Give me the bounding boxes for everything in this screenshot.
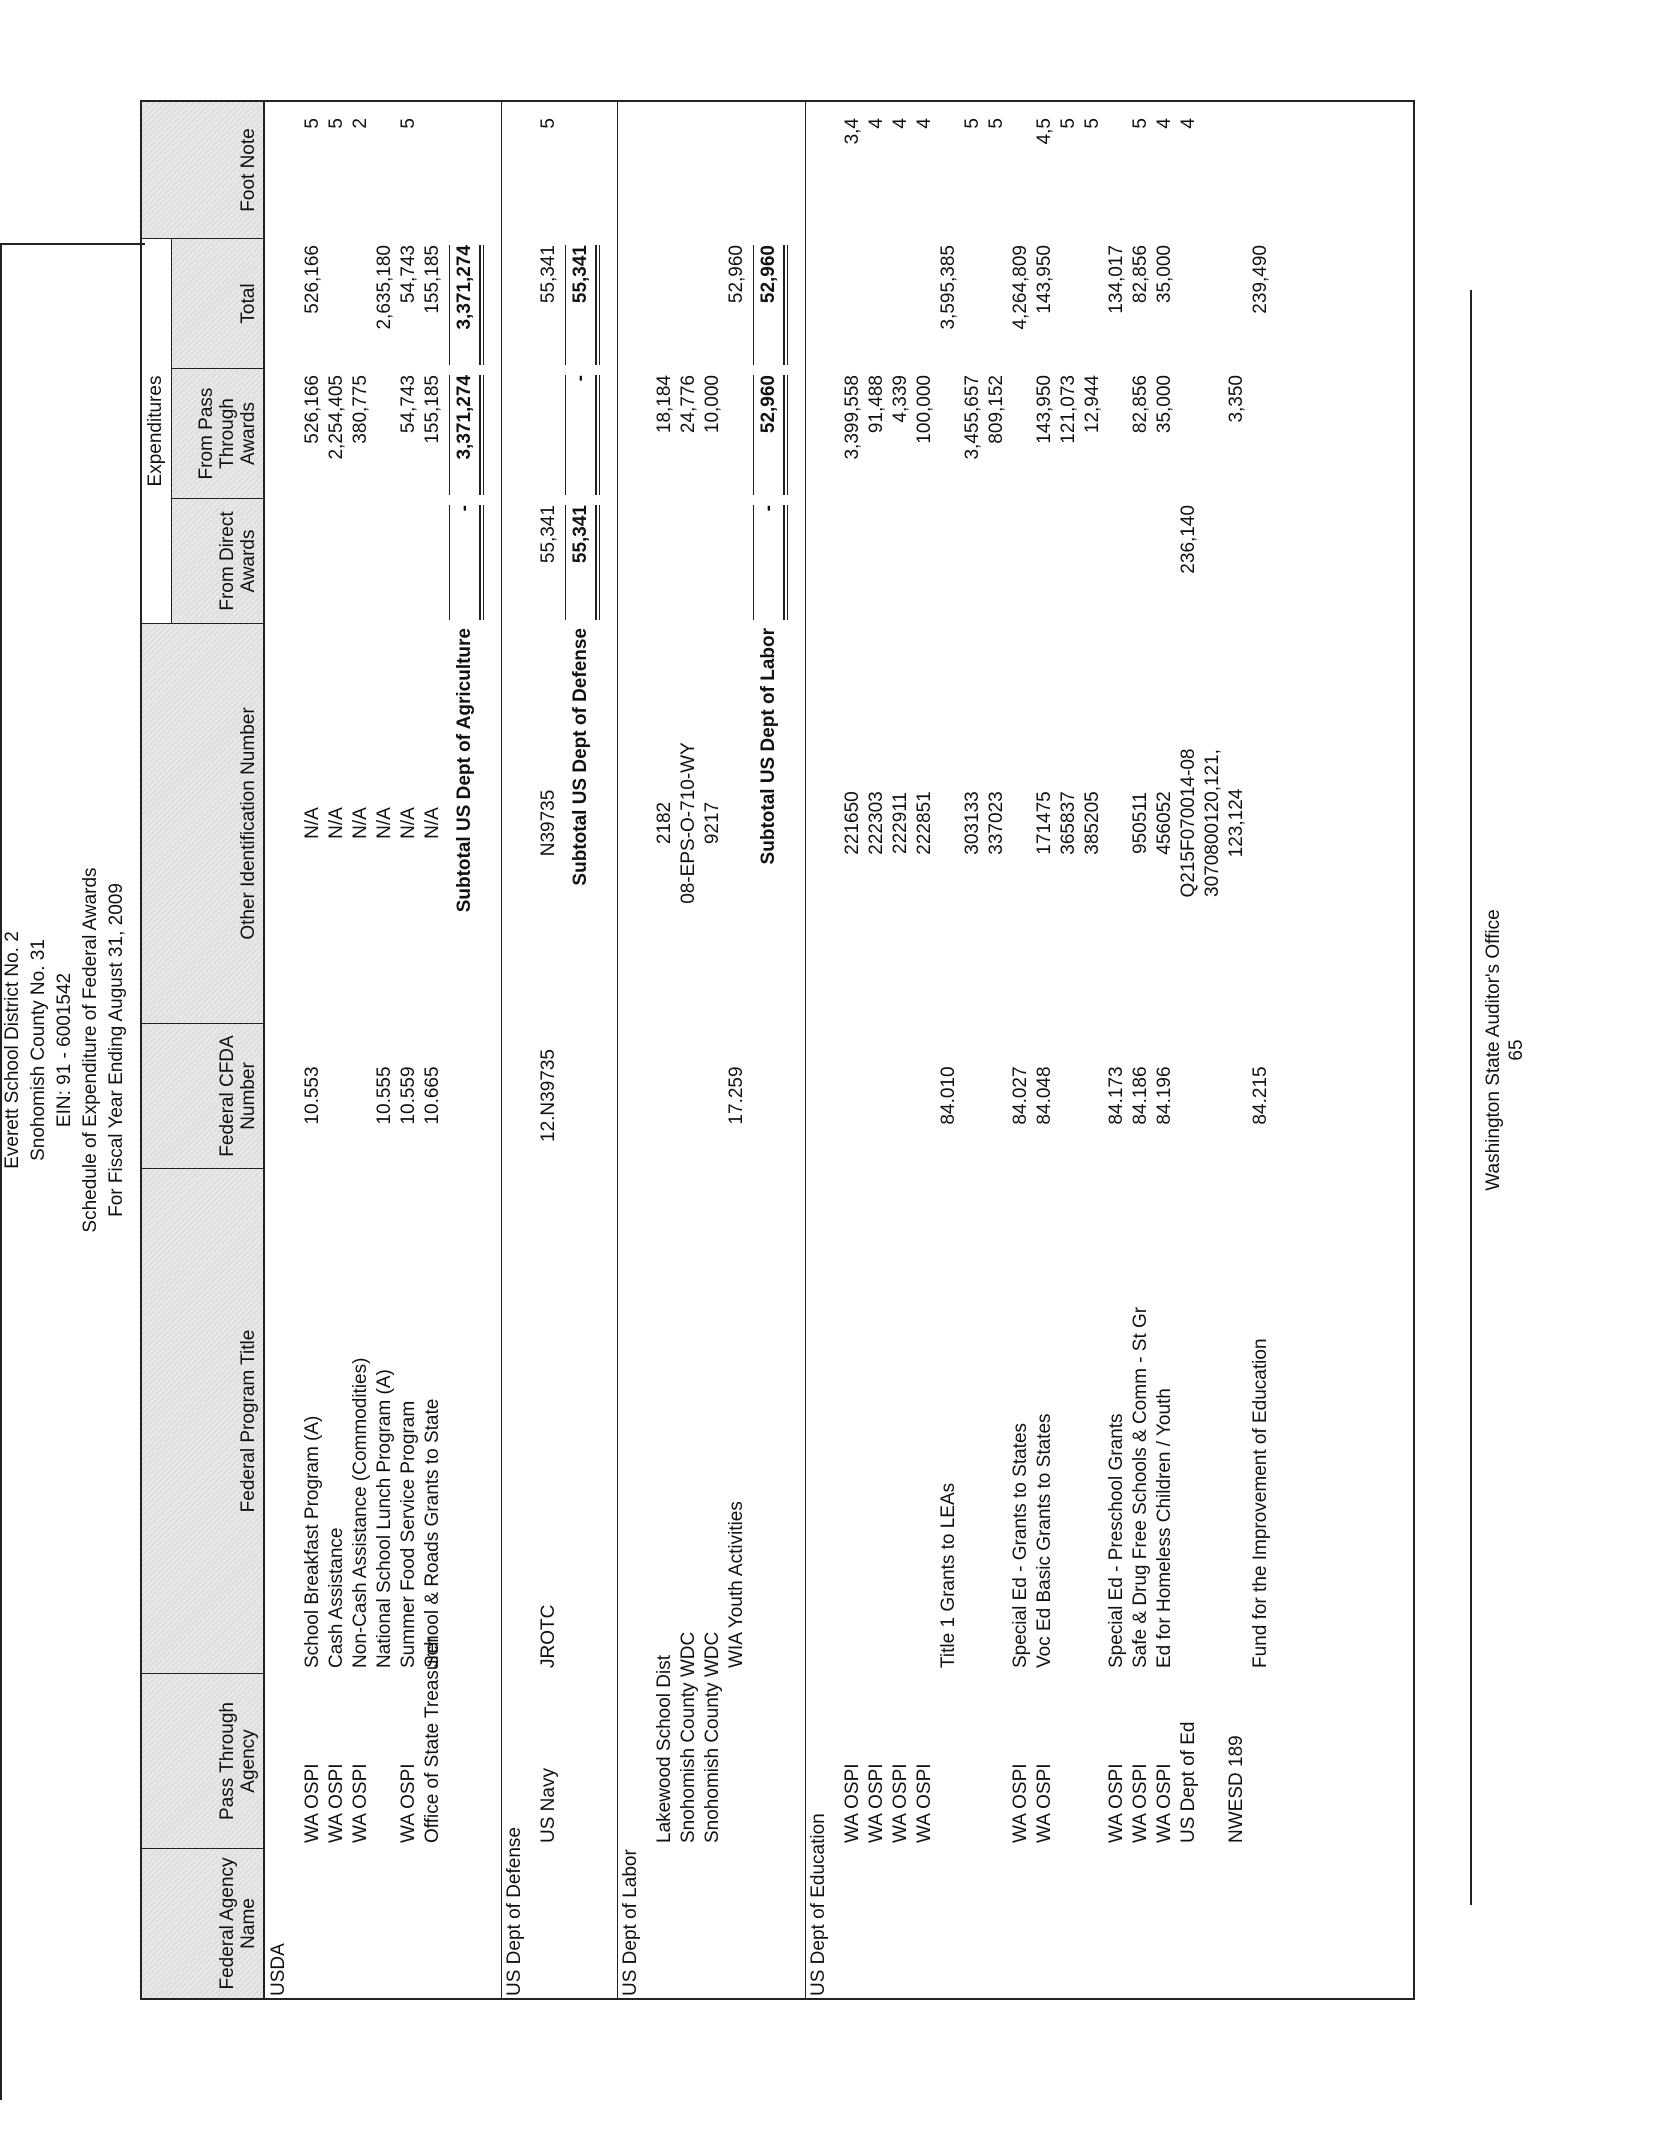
subtotal-total: 52,960 [758, 245, 779, 304]
double-rule [595, 375, 597, 495]
double-rule [783, 505, 785, 620]
row-passthrough: 3,399,558 [842, 375, 863, 460]
row-total: 55,341 [538, 245, 559, 304]
col-expenditures-group: Expenditures [142, 238, 172, 623]
row-total: 526,166 [302, 245, 323, 314]
row-other: 222303 [866, 791, 887, 855]
row-program: Voc Ed Basic Grants to States [1034, 1413, 1055, 1668]
subtotal-rule [753, 245, 754, 365]
double-rule [787, 375, 788, 495]
subtotal-passthrough: 52,960 [758, 375, 779, 434]
row-pass: WA OSPI [890, 1763, 911, 1843]
col-cfda: Federal CFDA Number [142, 1023, 265, 1168]
double-rule [599, 505, 600, 620]
row-pass: Office of State Treasurer [422, 1636, 443, 1843]
row-program: Special Ed - Preschool Grants [1106, 1413, 1127, 1668]
row-total: 134,017 [1106, 245, 1127, 314]
row-pass: Lakewood School Dist [654, 1655, 675, 1843]
row-pass: Snohomish County WDC [678, 1631, 699, 1843]
page-number: 65 [1506, 1039, 1527, 1061]
row-passthrough: 155,185 [422, 375, 443, 444]
double-rule [787, 245, 788, 365]
row-total: 239,490 [1250, 245, 1271, 314]
row-cfda: 84.048 [1034, 1066, 1055, 1125]
subtotal-total: 3,371,274 [454, 245, 475, 330]
footer-rule [1470, 290, 1472, 1905]
row-foot: 4 [914, 118, 935, 129]
row-cfda: 84.186 [1130, 1066, 1151, 1125]
row-passthrough: 2,254,405 [326, 375, 347, 460]
col-pass-through: Pass Through Agency [142, 1673, 265, 1848]
row-other: 456052 [1154, 791, 1175, 855]
row-total: 2,635,180 [374, 245, 395, 330]
row-pass: WA OSPI [1010, 1763, 1031, 1843]
row-other: N/A [302, 807, 323, 839]
row-cfda: 10.559 [398, 1066, 419, 1125]
row-program: Cash Assistance [326, 1527, 347, 1668]
row-pass: US Dept of Ed [1178, 1721, 1199, 1843]
row-total: 82,856 [1130, 245, 1151, 304]
subtotal-label: Subtotal US Dept of Defense [570, 628, 591, 886]
section-divider [805, 102, 806, 1998]
double-rule [595, 245, 597, 365]
row-cfda: 10.665 [422, 1066, 443, 1125]
row-passthrough: 143,950 [1034, 375, 1055, 444]
row-other: 365837 [1058, 791, 1079, 855]
row-foot: 5 [986, 118, 1007, 129]
row-foot: 4,5 [1034, 118, 1055, 145]
county-name: Snohomish County No. 31 [28, 939, 49, 1161]
double-rule [479, 245, 481, 365]
row-passthrough: 380,775 [350, 375, 371, 444]
double-rule [483, 375, 484, 495]
row-foot: 3,4 [842, 118, 863, 145]
row-foot: 5 [398, 118, 419, 129]
row-other: 337023 [986, 791, 1007, 855]
row-passthrough: 12,944 [1082, 375, 1103, 434]
row-passthrough: 54,743 [398, 375, 419, 434]
row-foot: 5 [538, 118, 559, 129]
row-program: School Breakfast Program (A) [302, 1415, 323, 1668]
subtotal-rule [449, 375, 450, 495]
row-total: 52,960 [726, 245, 747, 304]
subtotal-rule [449, 245, 450, 365]
row-total: 155,185 [422, 245, 443, 314]
row-other: 222911 [890, 792, 911, 854]
district-name: Everett School District No. 2 [2, 931, 23, 1169]
row-pass: NWESD 189 [1226, 1735, 1247, 1843]
row-program: Ed for Homeless Children / Youth [1154, 1388, 1175, 1668]
row-other: 222851 [914, 791, 935, 855]
row-passthrough: 24,776 [678, 375, 699, 434]
row-direct: 236,140 [1178, 505, 1199, 574]
col-total: Total [172, 238, 265, 368]
row-cfda: 17.259 [726, 1066, 747, 1125]
row-passthrough: 91,488 [866, 375, 887, 434]
row-other: 3070800120,121, [1202, 749, 1223, 897]
row-passthrough: 10,000 [702, 375, 723, 434]
schedule-title: Schedule of Expenditure of Federal Awards [80, 867, 101, 1233]
subtotal-total: 55,341 [570, 245, 591, 304]
row-passthrough: 526,166 [302, 375, 323, 444]
row-passthrough: 35,000 [1154, 375, 1175, 434]
row-other: N/A [350, 807, 371, 839]
agency-name: US Dept of Labor [620, 1849, 641, 1996]
row-program: Summer Food Service Program [398, 1400, 419, 1668]
row-passthrough: 18,184 [654, 375, 675, 434]
double-rule [599, 375, 600, 495]
double-rule [483, 245, 484, 365]
row-foot: 5 [1058, 118, 1079, 129]
fiscal-year: For Fiscal Year Ending August 31, 2009 [106, 883, 127, 1217]
row-pass: WA OSPI [398, 1763, 419, 1843]
row-pass: US Navy [538, 1768, 559, 1843]
col-other-id: Other Identification Number [142, 623, 265, 1023]
row-other: 9217 [702, 801, 723, 845]
col-pass-through-awards: From Pass Through Awards [172, 368, 265, 498]
row-pass: WA OSPI [350, 1763, 371, 1843]
row-total: 143,950 [1034, 245, 1055, 314]
row-passthrough: 3,350 [1226, 375, 1247, 423]
row-foot: 5 [326, 118, 347, 129]
row-total: 35,000 [1154, 245, 1175, 304]
auditor-office: Washington State Auditor's Office [1483, 909, 1504, 1191]
row-pass: WA OSPI [1106, 1763, 1127, 1843]
row-foot: 5 [1082, 118, 1103, 129]
double-rule [599, 245, 600, 365]
subtotal-direct: - [758, 505, 779, 512]
row-total: 3,595,385 [938, 245, 959, 330]
row-passthrough: 3,455,657 [962, 375, 983, 460]
row-cfda: 84.196 [1154, 1066, 1175, 1125]
subtotal-passthrough: - [570, 375, 591, 382]
row-cfda: 12.N39735 [538, 1049, 559, 1142]
col-foot-note: Foot Note [142, 102, 265, 238]
row-pass: WA OSPI [842, 1763, 863, 1843]
row-other: 221650 [842, 791, 863, 855]
row-foot: 5 [962, 118, 983, 129]
row-other: N/A [422, 807, 443, 839]
row-cfda: 84.173 [1106, 1066, 1127, 1125]
row-cfda: 84.215 [1250, 1066, 1271, 1125]
agency-name: US Dept of Education [808, 1813, 829, 1996]
row-other: Q215F070014-08 [1178, 748, 1199, 898]
agency-name: USDA [268, 1943, 289, 1996]
row-cfda: 84.010 [938, 1066, 959, 1125]
row-foot: 4 [1178, 118, 1199, 129]
row-pass: WA OSPI [326, 1763, 347, 1843]
row-program: Title 1 Grants to LEAs [938, 1482, 959, 1668]
row-other: N/A [374, 807, 395, 839]
row-cfda: 10.555 [374, 1066, 395, 1125]
row-passthrough: 809,152 [986, 375, 1007, 444]
subtotal-rule [449, 505, 450, 620]
federal-awards-table [140, 100, 1415, 2000]
agency-name: US Dept of Defense [504, 1827, 525, 1996]
double-rule [479, 375, 481, 495]
row-cfda: 10.553 [302, 1066, 323, 1125]
row-other: 123,124 [1226, 788, 1247, 858]
row-passthrough: 100,000 [914, 375, 935, 444]
row-pass: WA OSPI [1130, 1763, 1151, 1843]
col-federal-agency: Federal Agency Name [142, 1848, 265, 1998]
double-rule [783, 375, 785, 495]
subtotal-rule [753, 505, 754, 620]
row-foot: 2 [350, 118, 371, 129]
row-program: School & Roads Grants to State [422, 1398, 443, 1668]
subtotal-label: Subtotal US Dept of Labor [758, 628, 779, 865]
row-other: N/A [326, 807, 347, 839]
ein: EIN: 91 - 6001542 [54, 972, 75, 1128]
row-pass: WA OSPI [914, 1763, 935, 1843]
subtotal-direct: 55,341 [570, 505, 591, 564]
subtotal-rule [753, 375, 754, 495]
subtotal-label: Subtotal US Dept of Agriculture [454, 628, 475, 913]
col-direct-awards: From Direct Awards [172, 498, 265, 623]
page-footer [1482, 0, 1528, 2100]
row-other: 08-EPS-O-710-WY [678, 742, 699, 904]
section-divider [501, 102, 502, 1998]
report-header [0, 0, 130, 2100]
row-program: WIA Youth Activities [726, 1501, 747, 1668]
row-pass: Snohomish County WDC [702, 1631, 723, 1843]
subtotal-rule [565, 505, 566, 620]
row-foot: 4 [1154, 118, 1175, 129]
row-passthrough: 121,073 [1058, 375, 1079, 444]
row-direct: 55,341 [538, 505, 559, 564]
row-total: 54,743 [398, 245, 419, 304]
row-program: National School Lunch Program (A) [374, 1369, 395, 1668]
row-other: 2182 [654, 801, 675, 845]
col-program-title: Federal Program Title [142, 1168, 265, 1673]
row-pass: WA OSPI [866, 1763, 887, 1843]
double-rule [483, 505, 484, 620]
row-program: JROTC [538, 1604, 559, 1668]
row-other: 171475 [1034, 791, 1055, 855]
subtotal-rule [565, 245, 566, 365]
double-rule [783, 245, 785, 365]
double-rule [479, 505, 481, 620]
row-program: Special Ed - Grants to States [1010, 1422, 1031, 1668]
double-rule [787, 505, 788, 620]
row-foot: 5 [302, 118, 323, 129]
row-program: Non-Cash Assistance (Commodities) [350, 1357, 371, 1668]
row-other: N/A [398, 807, 419, 839]
row-other: N39735 [538, 789, 559, 857]
row-foot: 4 [866, 118, 887, 129]
row-foot: 5 [1130, 118, 1151, 129]
row-passthrough: 82,856 [1130, 375, 1151, 434]
row-program: Safe & Drug Free Schools & Comm - St Gr [1130, 1306, 1151, 1668]
section-divider [617, 102, 618, 1998]
row-cfda: 84.027 [1010, 1066, 1031, 1125]
row-pass: WA OSPI [1034, 1763, 1055, 1843]
row-other: 303133 [962, 791, 983, 855]
subtotal-direct: - [454, 505, 475, 512]
row-pass: WA OSPI [302, 1763, 323, 1843]
row-program: Fund for the Improvement of Education [1250, 1338, 1271, 1668]
subtotal-rule [565, 375, 566, 495]
row-other: 950511 [1130, 792, 1151, 854]
row-pass: WA OSPI [1154, 1763, 1175, 1843]
row-other: 385205 [1082, 791, 1103, 855]
row-foot: 4 [890, 118, 911, 129]
row-total: 4,264,809 [1010, 245, 1031, 330]
row-passthrough: 4,339 [890, 375, 911, 423]
double-rule [595, 505, 597, 620]
subtotal-passthrough: 3,371,274 [454, 375, 475, 460]
